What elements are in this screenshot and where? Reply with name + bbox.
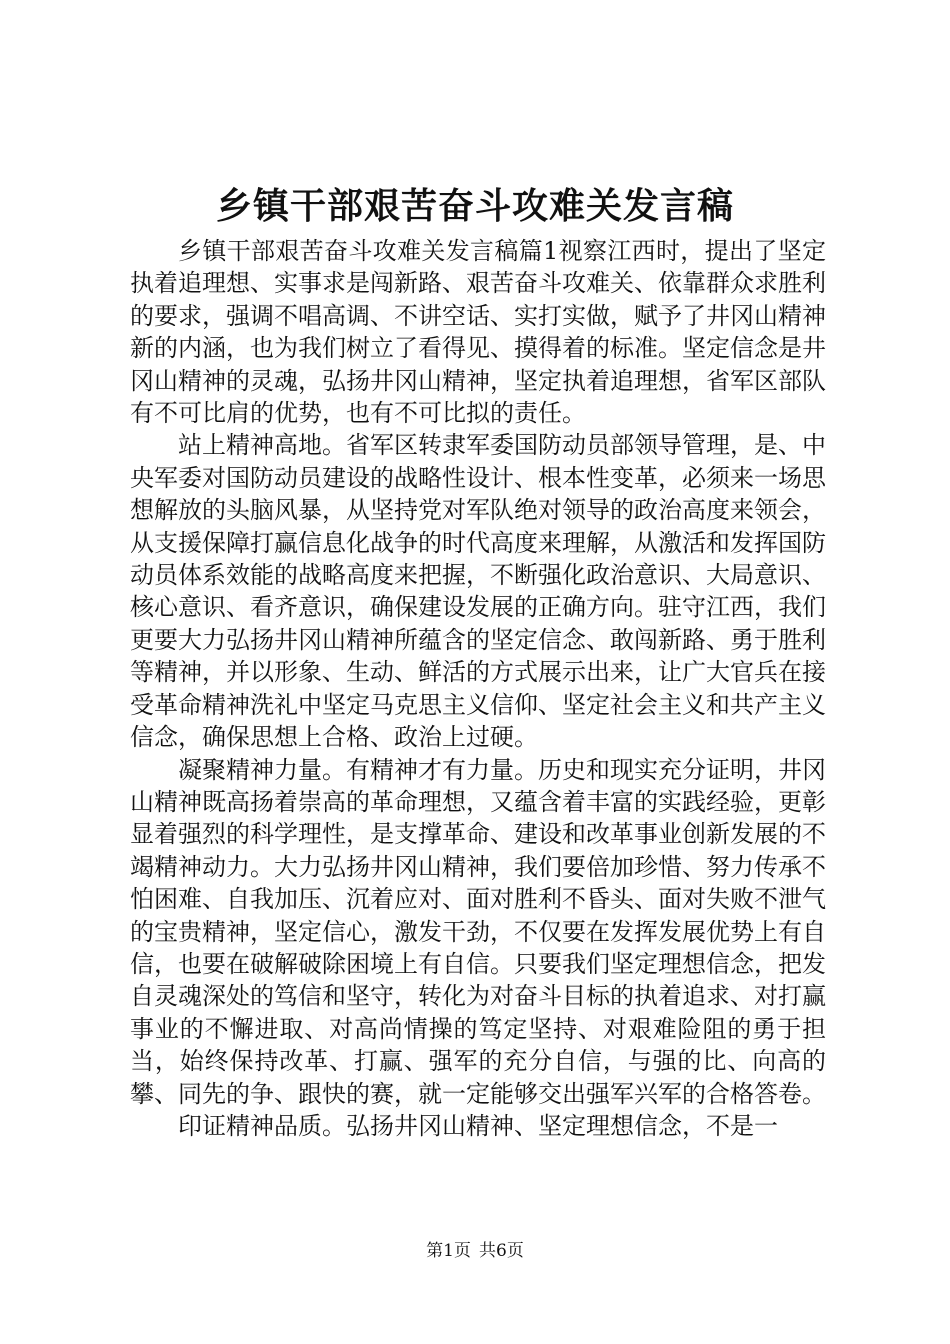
page-footer bbox=[0, 1239, 950, 1263]
document-body bbox=[130, 235, 826, 1142]
document-title: 乡镇干部艰苦奋斗攻难关发言稿 bbox=[215, 186, 734, 227]
page-total: 共6页 bbox=[479, 1241, 524, 1261]
paragraph-4: 印证精神品质。弘扬井冈山精神、坚定理想信念，不是一 bbox=[178, 1111, 778, 1140]
paragraph-2: 站上精神高地。省军区转隶军委国防动员部领导管理，是、中央军委对国防动员建设的战略性设计、根本性变革，必须来一场思想解放的头脑风暴，从坚持党对军队绝对领导的政治高度来领会，从支援保障打赢信息化战争的时代高度来理解，从激活和发挥国防动员体系效能的战略高度来把握，不断强化政治意识、大局意识、核心意识、看齐意识，确保建设发展的正确方向。驻守江西，我们更要大力弘扬井冈山精神所蕴含的坚定信念、敢闯新路、勇于胜利等精神，并以形象、生动、鲜活的方式展示出来，让广大官兵在接受革命精神洗礼中坚定马克思主义信仰、坚定社会主义和共产主义信念，确保思想上合格、政治上过硬。 bbox=[130, 431, 826, 752]
page-number: 第1页 bbox=[426, 1241, 471, 1261]
paragraph-3: 凝聚精神力量。有精神才有力量。历史和现实充分证明，井冈山精神既高扬着崇高的革命理想，又蕴含着丰富的实践经验，更彰显着强烈的科学理性，是支撑革命、建设和改革事业创新发展的不竭精神动力。大力弘扬井冈山精神，我们要倍加珍惜、努力传承不怕困难、自我加压、沉着应对、面对胜利不昏头、面对失败不泄气的宝贵精神，坚定信心，激发干劲，不仅要在发挥发展优势上有自信，也要在破解破除困境上有自信。只要我们坚定理想信念，把发自灵魂深处的笃信和坚守，转化为对奋斗目标的执着追求、对打赢事业的不懈进取、对高尚情操的笃定坚持、对艰难险阻的勇于担当，始终保持改革、打赢、强军的充分自信，与强的比、向高的攀、同先的争、跟快的赛，就一定能够交出强军兴军的合格答卷。 bbox=[130, 755, 826, 1108]
paragraph-1: 乡镇干部艰苦奋斗攻难关发言稿篇1视察江西时，提出了坚定执着追理想、实事求是闯新路、艰苦奋斗攻难关、依靠群众求胜利的要求，强调不唱高调、不讲空话、实打实做，赋予了井冈山精神新的内涵，也为我们树立了看得见、摸得着的标准。坚定信念是井冈山精神的灵魂，弘扬井冈山精神，坚定执着追理想，省军区部队有不可比肩的优势，也有不可比拟的责任。 bbox=[130, 237, 826, 428]
